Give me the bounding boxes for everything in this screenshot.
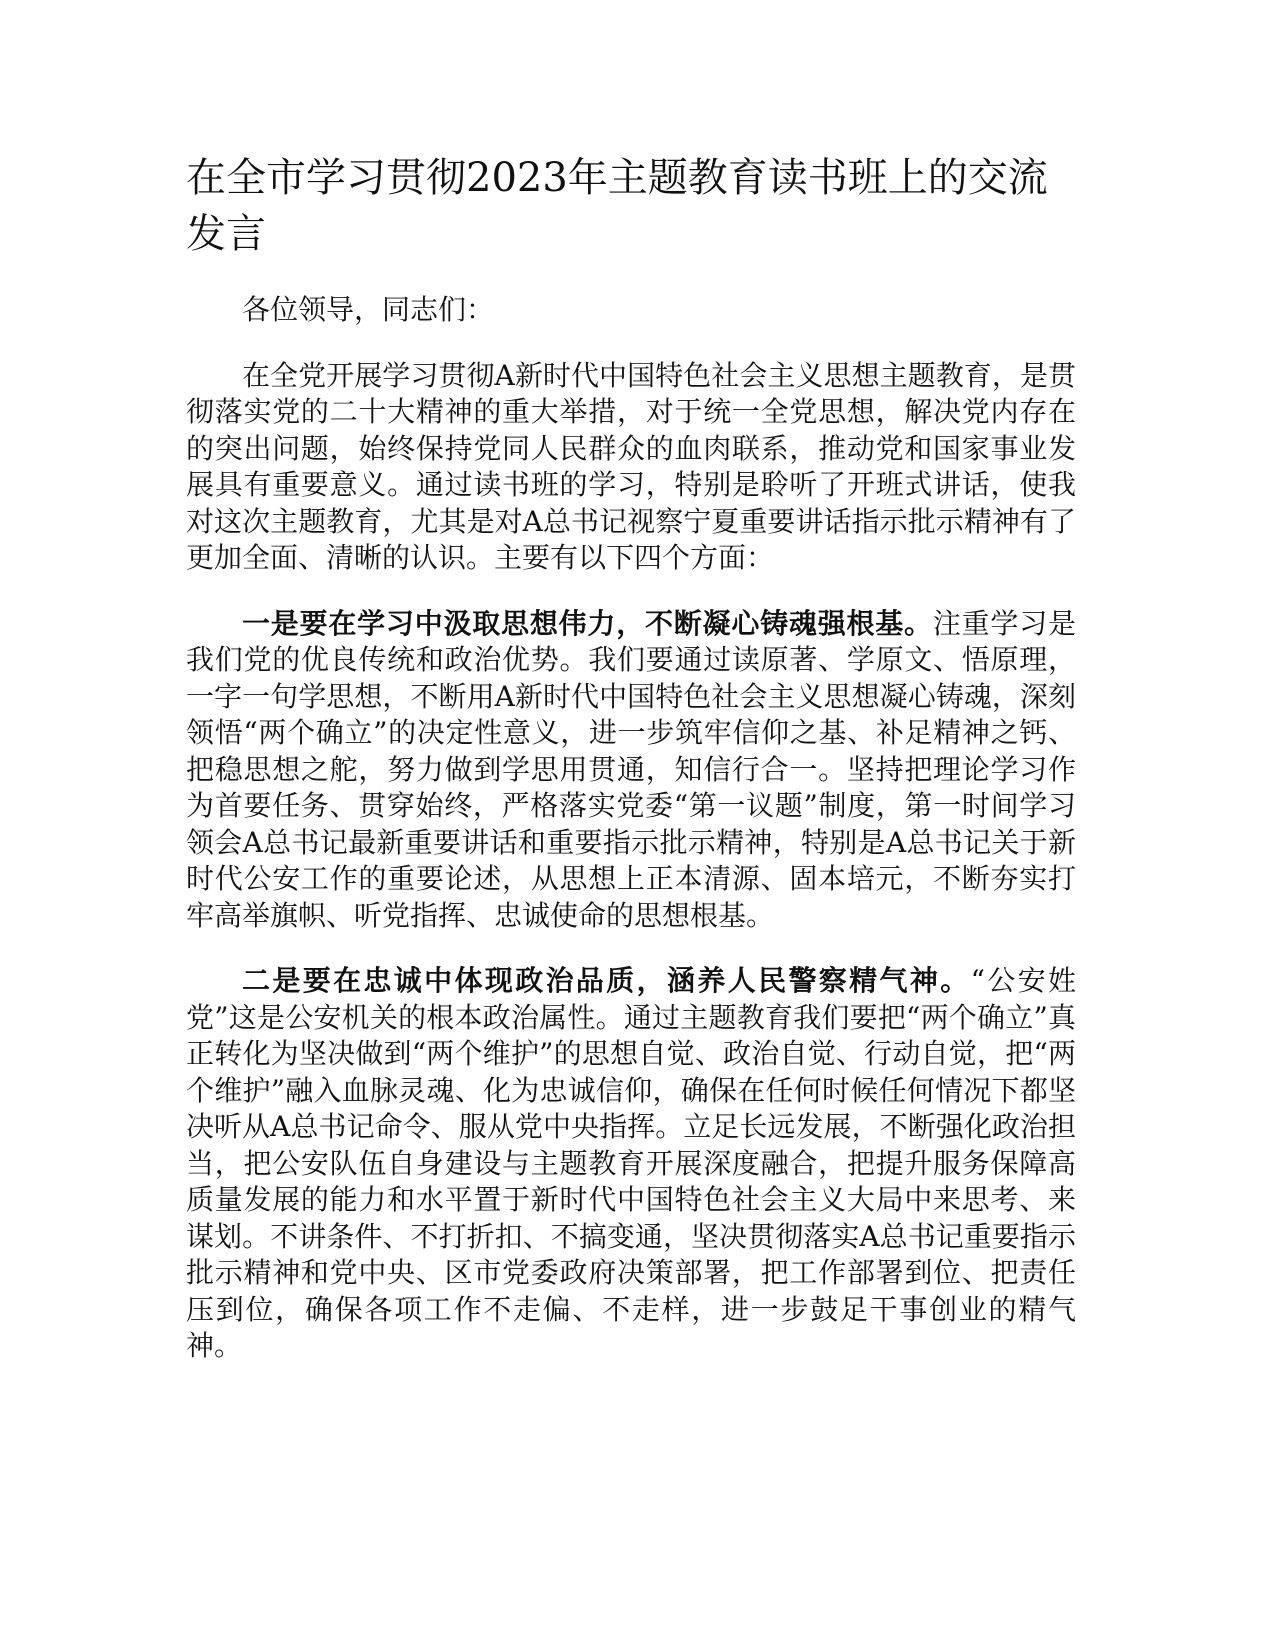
paragraph-lead-heading: 一是要在学习中汲取思想伟力，不断凝心铸魂强根基。 xyxy=(242,606,933,640)
paragraph-point-two xyxy=(186,963,1076,1365)
paragraph-lead-heading: 二是要在忠诚中体现政治品质，涵养人民警察精气神。 xyxy=(242,964,971,997)
document-title: 在全市学习贯彻2023年主题教育读书班上的交流发言 xyxy=(186,155,1048,257)
paragraph-text: 在全党开展学习贯彻A新时代中国特色社会主义思想主题教育，是贯彻落实党的二十大精神的重大举措，对于统一全党思想，解决党内存在的突出问题，始终保持党同人民群众的血肉联系，推动党和国家事业发展具有重要意义。通过读书班的学习，特别是聆听了开班式讲话，使我对这次主题教育，尤其是对A总书记视察宁夏重要讲话指示批示精神有了更加全面、清晰的认识。主要有以下四个方面： xyxy=(186,358,1076,574)
paragraph-intro xyxy=(186,358,1076,577)
greeting: 各位领导，同志们： xyxy=(242,293,495,326)
paragraph-point-one xyxy=(186,606,1076,935)
document-page xyxy=(186,150,1076,1365)
paragraph-text: 注重学习是我们党的优良传统和政治优势。我们要通过读原著、学原文、悟原理，一字一句学思想，不断用A新时代中国特色社会主义思想凝心铸魂，深刻领悟“两个确立”的决定性意义，进一步筑牢信仰之基、补足精神之钙、把稳思想之舵，努力做到学思用贯通，知信行合一。坚持把理论学习作为首要任务、贯穿始终，严格落实党委“第一议题”制度，第一时间学习领会A总书记最新重要讲话和重要指示批示精神，特别是A总书记关于新时代公安工作的重要论述，从思想上正本清源、固本培元，不断夯实打牢高举旗帜、听党指挥、忠诚使命的思想根基。 xyxy=(186,606,1076,932)
paragraph-text: “公安姓党”这是公安机关的根本政治属性。通过主题教育我们要把“两个确立”真正转化为坚决做到“两个维护”的思想自觉、政治自觉、行动自觉，把“两个维护”融入血脉灵魂、化为忠诚信仰，确保在任何时候任何情况下都坚决听从A总书记命令、服从党中央指挥。立足长远发展，不断强化政治担当，把公安队伍自身建设与主题教育开展深度融合，把提升服务保障高质量发展的能力和水平置于新时代中国特色社会主义大局中来思考、来谋划。不讲条件、不打折扣、不搞变通，坚决贯彻落实A总书记重要指示批示精神和党中央、区市党委政府决策部署，把工作部署到位、把责任压到位，确保各项工作不走偏、不走样，进一步鼓足干事创业的精气神。 xyxy=(186,964,1076,1362)
